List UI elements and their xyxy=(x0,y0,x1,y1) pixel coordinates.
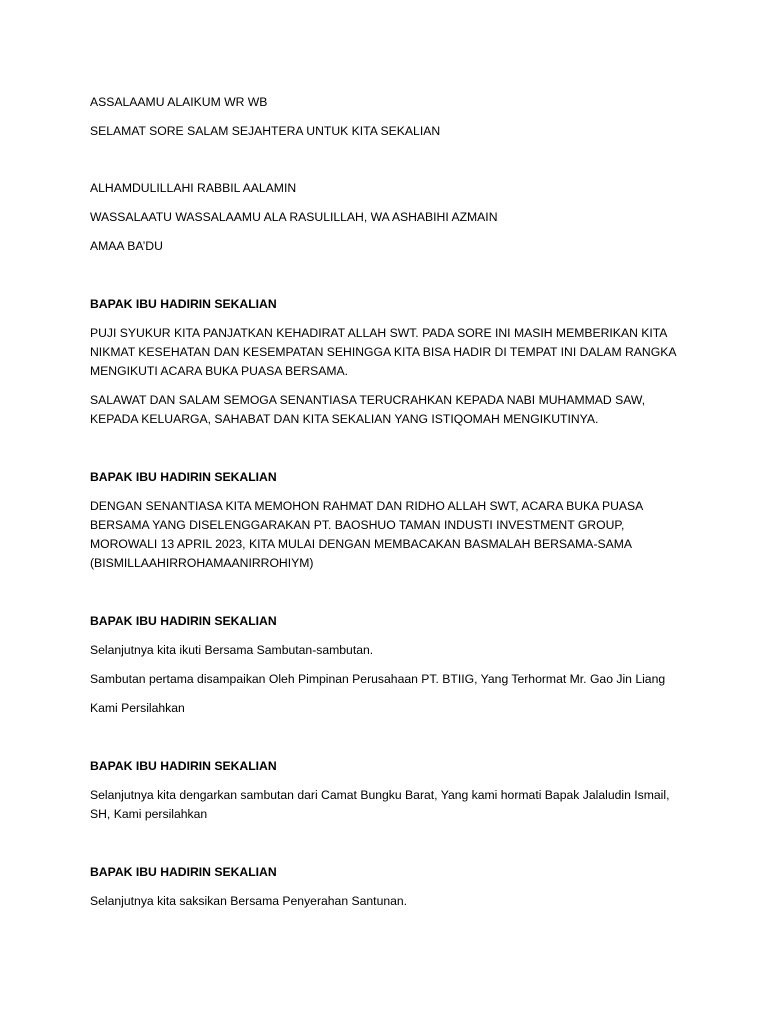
section-heading: BAPAK IBU HADIRIN SEKALIAN xyxy=(90,297,277,311)
paragraph-acara-dimulai: DENGAN SENANTIASA KITA MEMOHON RAHMAT DAN RIDHO ALLAH SWT, ACARA BUKA PUASA BERSAMA YANG DISELENGGARAKAN PT. BAOSHUO TAMAN INDUSTI INVESTMENT GROUP, MOROWALI 13 APRIL 2023, KITA MULAI DENGAN MEMBACAKAN BASMALAH BERSAMA-SAMA (BISMILLAAHIRROHAMAANIRROHIYM) xyxy=(90,499,643,570)
paragraph-kami-persilahkan: Kami Persilahkan xyxy=(90,701,185,715)
section-heading: BAPAK IBU HADIRIN SEKALIAN xyxy=(90,759,277,773)
opening-amma-badu: AMAA BA’DU xyxy=(90,239,163,253)
opening-salawat: WASSALAATU WASSALAAMU ALA RASULILLAH, WA ASHABIHI AZMAIN xyxy=(90,210,498,224)
opening-hamdalah: ALHAMDULILLAHI RABBIL AALAMIN xyxy=(90,181,297,195)
section-heading: BAPAK IBU HADIRIN SEKALIAN xyxy=(90,614,277,628)
paragraph-salawat-salam: SALAWAT DAN SALAM SEMOGA SENANTIASA TERUCRAHKAN KEPADA NABI MUHAMMAD SAW, KEPADA KELUARGA, SAHABAT DAN KITA SEKALIAN YANG ISTIQOMAH MENGIKUTINYA. xyxy=(90,393,646,426)
section-heading: BAPAK IBU HADIRIN SEKALIAN xyxy=(90,470,277,484)
paragraph-sambutan-pertama: Sambutan pertama disampaikan Oleh Pimpinan Perusahaan PT. BTIIG, Yang Terhormat Mr. Gao Jin Liang xyxy=(90,672,666,686)
greeting-salam: ASSALAAMU ALAIKUM WR WB xyxy=(90,95,268,109)
paragraph-puji-syukur: PUJI SYUKUR KITA PANJATKAN KEHADIRAT ALLAH SWT. PADA SORE INI MASIH MEMBERIKAN KITA NIKMAT KESEHATAN DAN KESEMPATAN SEHINGGA KITA BISA HADIR DI TEMPAT INI DALAM RANGKA MENGIKUTI ACARA BUKA PUASA BERSAMA. xyxy=(90,326,676,378)
paragraph-sambutan-intro: Selanjutnya kita ikuti Bersama Sambutan-sambutan. xyxy=(90,643,374,657)
paragraph-penyerahan-santunan: Selanjutnya kita saksikan Bersama Penyerahan Santunan. xyxy=(90,894,408,908)
paragraph-sambutan-camat: Selanjutnya kita dengarkan sambutan dari Camat Bungku Barat, Yang kami hormati Bapak Jalaludin Ismail, SH, Kami persilahkan xyxy=(90,788,670,821)
greeting-selamat-sore: SELAMAT SORE SALAM SEJAHTERA UNTUK KITA SEKALIAN xyxy=(90,124,441,138)
section-heading: BAPAK IBU HADIRIN SEKALIAN xyxy=(90,865,277,879)
